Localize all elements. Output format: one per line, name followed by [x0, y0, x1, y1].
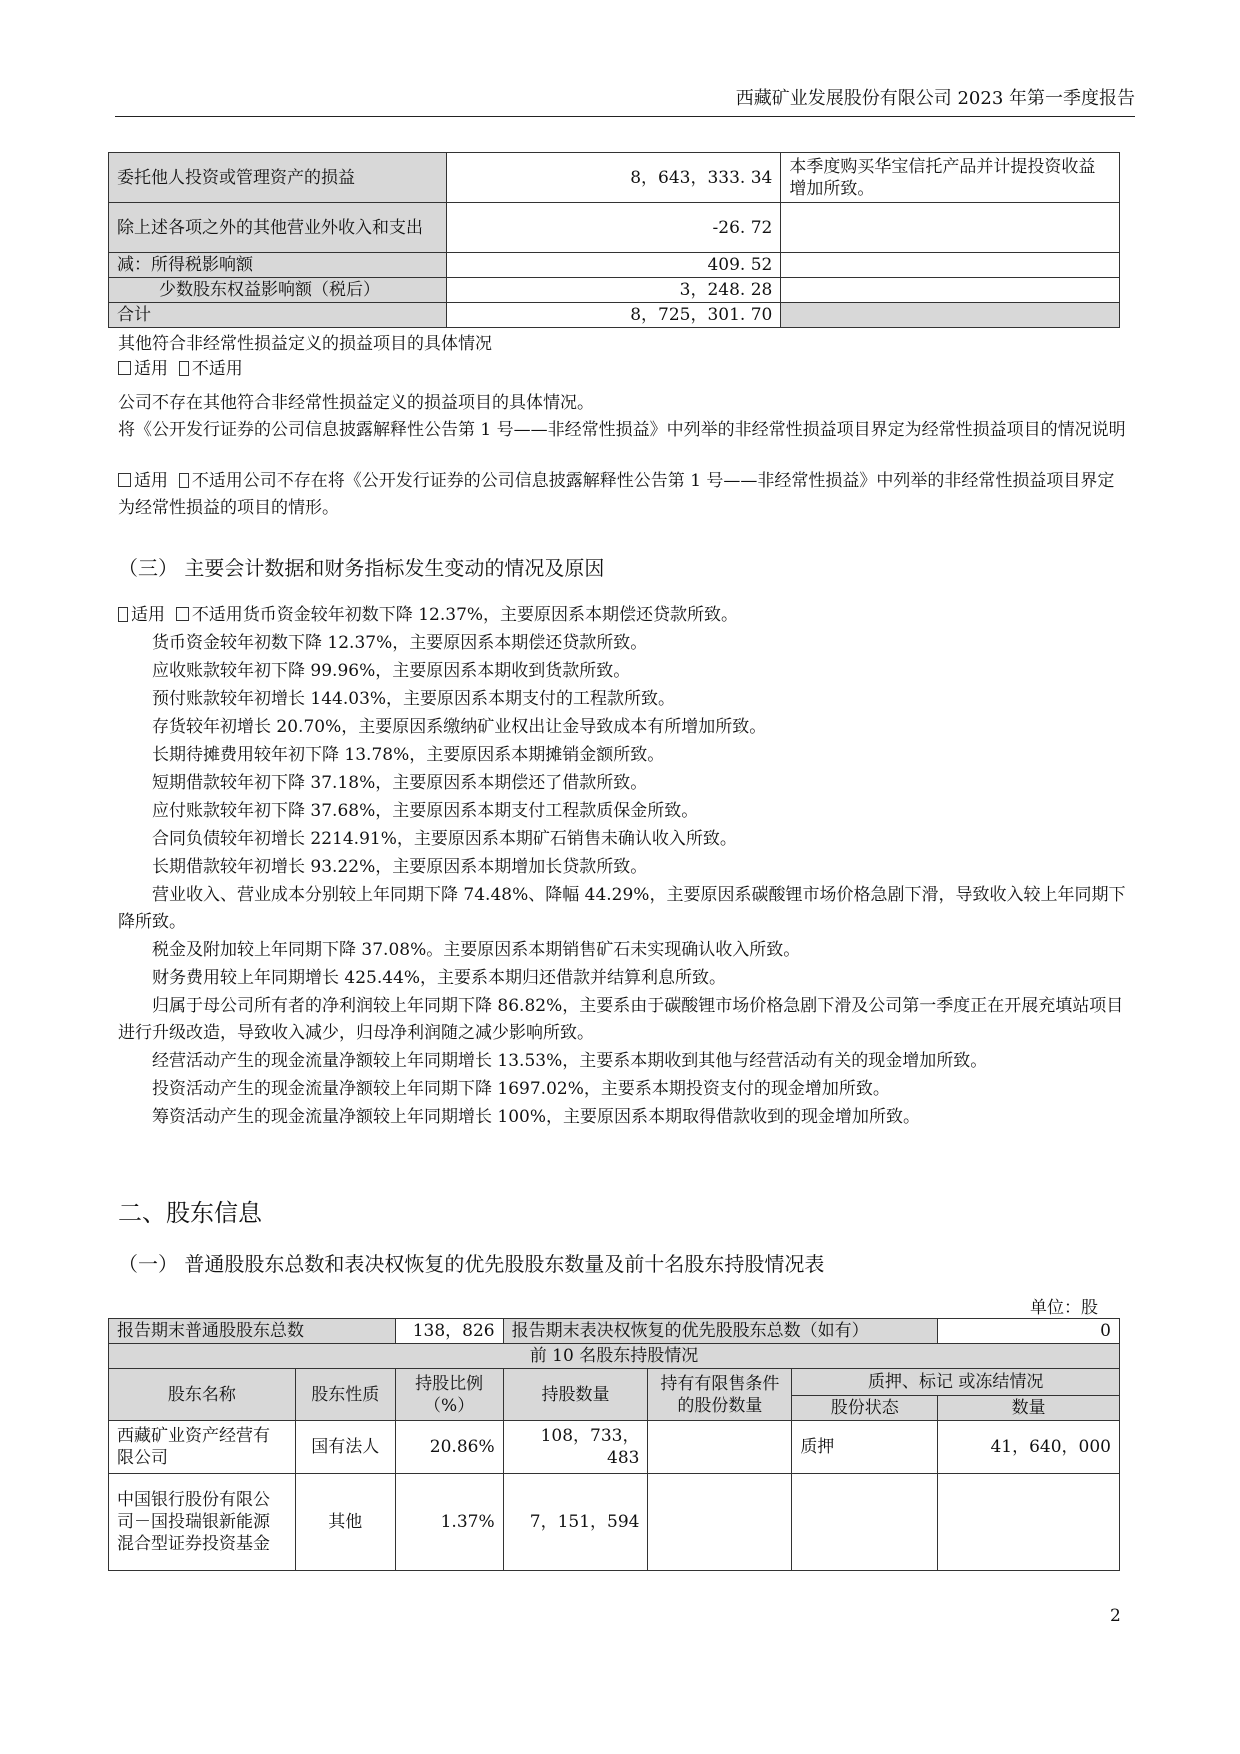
table-row	[109, 1474, 1120, 1571]
note-cell	[781, 278, 1120, 303]
shareholder-shares: 108，733，483	[503, 1421, 648, 1474]
checked-box-icon	[179, 361, 189, 376]
amount-cell: 409. 52	[446, 253, 781, 278]
amount-cell: 3，248. 28	[446, 278, 781, 303]
applicability-line-1: 适用 不适用	[118, 356, 1128, 383]
col-header-pledge: 质押、标记 或冻结情况	[792, 1369, 1120, 1396]
col-header-nature: 股东性质	[295, 1369, 395, 1421]
item-cell: 合计	[109, 303, 447, 328]
note-cell	[781, 203, 1120, 253]
shareholder-qty	[938, 1474, 1120, 1571]
item-cell: 委托他人投资或管理资产的损益	[109, 153, 447, 203]
table-row	[109, 203, 1120, 253]
total-label: 报告期末普通股股东总数	[109, 1319, 396, 1344]
list-item: 预付账款较年初增长 144.03%，主要原因系本期支付的工程款所致。	[152, 689, 676, 709]
note-cell: 本季度购买华宝信托产品并计提投资收益增加所致。	[781, 153, 1120, 203]
table-row	[109, 1421, 1120, 1474]
list-item: 税金及附加较上年同期下降 37.08%。主要原因系本期销售矿石未实现确认收入所致。	[152, 940, 801, 960]
table-row	[109, 1319, 1120, 1344]
page-number: 2	[1110, 1606, 1121, 1626]
shareholder-status	[792, 1474, 938, 1571]
applicability-line-3: 适用 不适用货币资金较年初数下降 12.37%，主要原因系本期偿还贷款所致。	[118, 602, 1128, 629]
item-cell: 减：所得税影响额	[109, 253, 447, 278]
col-header-status: 股份状态	[792, 1396, 938, 1421]
pref-label: 报告期末表决权恢复的优先股股东总数（如有）	[503, 1319, 938, 1344]
list-item: 应付账款较年初下降 37.68%，主要原因系本期支付工程款质保金所致。	[152, 801, 699, 821]
checked-box-icon	[118, 607, 128, 622]
amount-cell: 8，725，301. 70	[446, 303, 781, 328]
list-item: 长期借款较年初增长 93.22%，主要原因系本期增加长贷款所致。	[152, 857, 648, 877]
col-header-restricted: 持有有限售条件的股份数量	[648, 1369, 792, 1421]
list-item: 货币资金较年初数下降 12.37%，主要原因系本期偿还贷款所致。	[152, 633, 648, 653]
checked-box-icon	[179, 473, 189, 488]
shareholder-nature: 其他	[295, 1474, 395, 1571]
shareholder-name: 中国银行股份有限公司－国投瑞银新能源混合型证券投资基金	[109, 1474, 296, 1571]
other-items-desc: 公司不存在其他符合非经常性损益定义的损益项目的具体情况。	[118, 393, 594, 413]
table-row	[109, 1344, 1120, 1369]
col-header-qty: 数量	[938, 1396, 1120, 1421]
page-header	[115, 86, 1135, 117]
applicability-line-2: 适用 不适用公司不存在将《公开发行证券的公司信息披露解释性公告第 1 号——非经常性损益》中列举的非经常性损益项目界定为经常性损益的项目的情形。	[118, 471, 1115, 518]
report-title: 西藏矿业发展股份有限公司 2023 年第一季度报告	[735, 88, 1135, 109]
list-item: 归属于母公司所有者的净利润较上年同期下降 86.82%，主要系由于碳酸锂市场价格急剧下滑及公司第一季度正在开展充填站项目进行升级改造，导致收入减少，归母净利润随之减少影响所致。	[118, 996, 1124, 1043]
shareholder-name: 西藏矿业资产经营有限公司	[109, 1421, 296, 1474]
shareholder-table	[108, 1318, 1120, 1571]
sub1-title: （一） 普通股股东总数和表决权恢复的优先股股东数量及前十名股东持股情况表	[118, 1252, 825, 1276]
table-row	[109, 253, 1120, 278]
checkbox-icon	[176, 607, 189, 621]
list-item: 合同负债较年初增长 2214.91%，主要原因系本期矿石销售未确认收入所致。	[152, 829, 737, 849]
item-cell: 除上述各项之外的其他营业外收入和支出	[109, 203, 447, 253]
changes-list	[118, 630, 1128, 1132]
list-item: 营业收入、营业成本分别较上年同期下降 74.48%、降幅 44.29%，主要原因系碳酸锂市场价格急剧下滑，导致收入较上年同期下降所致。	[118, 885, 1126, 932]
shareholder-restricted	[648, 1421, 792, 1474]
col-header-ratio: 持股比例（%）	[395, 1369, 503, 1421]
checkbox-icon	[118, 473, 131, 487]
col-header-name: 股东名称	[109, 1369, 296, 1421]
table-row	[109, 153, 1120, 203]
nonrecurring-table	[108, 152, 1120, 328]
shareholder-ratio: 1.37%	[395, 1474, 503, 1571]
list-item: 筹资活动产生的现金流量净额较上年同期增长 100%，主要原因系本期取得借款收到的现金增加所致。	[152, 1107, 921, 1127]
shareholder-qty: 41，640，000	[938, 1421, 1120, 1474]
table-row	[109, 303, 1120, 328]
shareholder-restricted	[648, 1474, 792, 1571]
list-item: 经营活动产生的现金流量净额较上年同期增长 13.53%，主要系本期收到其他与经营活动有关的现金增加所致。	[152, 1051, 988, 1071]
note-cell	[781, 253, 1120, 278]
table-header-row	[109, 1369, 1120, 1396]
checkbox-icon	[118, 361, 131, 375]
list-item: 财务费用较上年同期增长 425.44%，主要系本期归还借款并结算利息所致。	[152, 968, 727, 988]
item-cell: 少数股东权益影响额（税后）	[109, 278, 447, 303]
total-value: 138，826	[395, 1319, 503, 1344]
list-item: 短期借款较年初下降 37.18%，主要原因系本期偿还了借款所致。	[152, 773, 648, 793]
amount-cell: 8，643，333. 34	[446, 153, 781, 203]
list-item: 应收账款较年初下降 99.96%，主要原因系本期收到货款所致。	[152, 661, 631, 681]
list-item: 长期待摊费用较年初下降 13.78%，主要原因系本期摊销金额所致。	[152, 745, 665, 765]
part2-title: 二、股东信息	[118, 1199, 262, 1227]
col-header-shares: 持股数量	[503, 1369, 648, 1421]
shareholder-status: 质押	[792, 1421, 938, 1474]
shareholder-nature: 国有法人	[295, 1421, 395, 1474]
shareholder-shares: 7，151，594	[503, 1474, 648, 1571]
pref-value: 0	[938, 1319, 1120, 1344]
shareholder-ratio: 20.86%	[395, 1421, 503, 1474]
table-row	[109, 278, 1120, 303]
amount-cell: -26. 72	[446, 203, 781, 253]
list-item: 存货较年初增长 20.70%，主要原因系缴纳矿业权出让金导致成本有所增加所致。	[152, 717, 767, 737]
top10-title: 前 10 名股东持股情况	[109, 1344, 1120, 1369]
other-items-title: 其他符合非经常性损益定义的损益项目的具体情况	[118, 334, 492, 354]
section-title-3: （三） 主要会计数据和财务指标发生变动的情况及原因	[118, 556, 605, 580]
list-item: 投资活动产生的现金流量净额较上年同期下降 1697.02%，主要系本期投资支付的现金增加所致。	[152, 1079, 890, 1099]
unit-label: 单位：股	[1030, 1298, 1098, 1318]
reclass-title: 将《公开发行证券的公司信息披露解释性公告第 1 号——非经常性损益》中列举的非经常性损益项目界定为经常性损益项目的情况说明	[118, 420, 1126, 440]
note-cell	[781, 303, 1120, 328]
